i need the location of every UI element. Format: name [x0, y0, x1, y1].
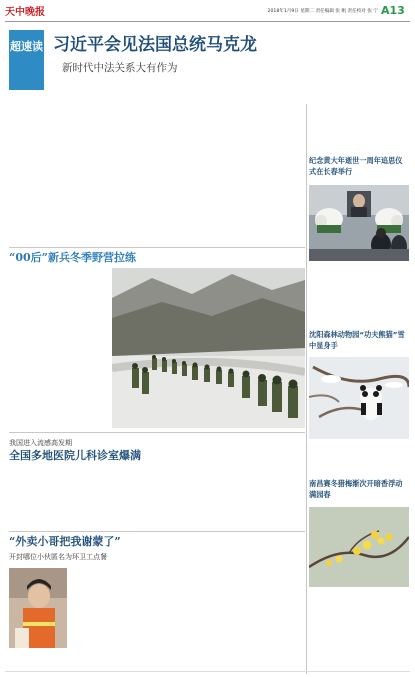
feature-headline: “00后”新兵冬季野营拉练 — [9, 251, 136, 264]
plum-blossom-photo — [309, 507, 409, 587]
panda-caption — [309, 443, 409, 467]
lead-subheadline: 新时代中法关系大有作为 — [62, 62, 178, 74]
news3-headline: “外卖小哥把我谢蒙了” — [9, 535, 121, 548]
news2-kicker: 我国进入流感高发期 — [9, 439, 72, 447]
news2-headline: 全国多地医院儿科诊室爆满 — [9, 449, 141, 462]
sidebar-divider — [306, 104, 307, 674]
feature-divider — [9, 247, 305, 248]
sidebar-headline-memorial: 纪念黄大年逝世一周年追思仪式在长春举行 — [309, 156, 403, 176]
lead-headline: 习近平会见法国总统马克龙 — [53, 35, 257, 55]
section-tag-label: 超速读 — [10, 40, 43, 53]
header-divider — [5, 21, 410, 22]
sanitation-worker-photo — [9, 568, 67, 648]
sidebar-headline-panda: 沈阳森林动物园“功夫熊猫”雪中显身手 — [309, 330, 405, 350]
news2-divider — [9, 432, 305, 433]
plum-blossom-caption — [309, 590, 409, 652]
issue-metadata: 2018年1月9日 星期二 责任编辑 张 帆 责任校对 张 宁 — [267, 9, 378, 14]
news3-article-body — [70, 568, 305, 668]
panda-in-snow-photo — [309, 357, 409, 439]
news3-divider — [9, 531, 305, 532]
soldiers-march-photo — [112, 268, 305, 428]
footer-divider — [5, 671, 410, 672]
lead-article-body — [9, 104, 305, 246]
news3-kicker: 开封哪位小伙匿名为环卫工点餐 — [9, 553, 107, 561]
page-number: A13 — [381, 4, 405, 17]
memorial-caption — [309, 264, 409, 302]
sidebar-headline-plum-blossom: 南昌赛冬猎梅渐次开暗香浮动满园春 — [309, 479, 403, 499]
masthead-logo: 天中晚报 — [5, 7, 45, 18]
memorial-photo — [309, 185, 409, 261]
news2-article-body — [9, 468, 305, 528]
feature-article-body — [9, 268, 109, 380]
section-tag — [9, 30, 44, 90]
